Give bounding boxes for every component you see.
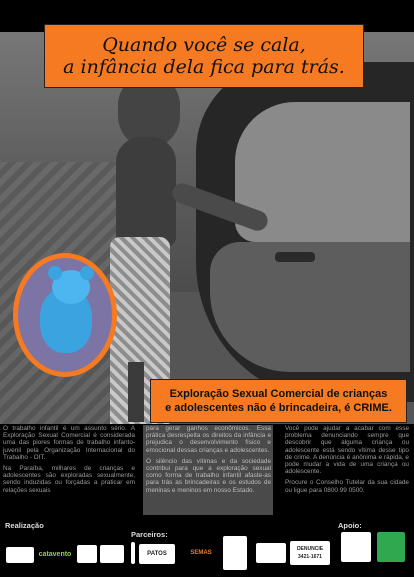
denuncie-number: 3421-1671: [298, 554, 322, 560]
caption-banner: [150, 379, 407, 423]
apoio-logo: [341, 532, 371, 562]
text-column-3: [285, 425, 409, 515]
child-leg-shape: [128, 362, 144, 422]
caption-line-2: e adolescentes não é brincadeira, é CRIME.: [165, 402, 392, 414]
col2-paragraph-1: para gerar ganhos econômicos. Essa prática desrespeita os direitos da infância e prejudica o desenvolvimento físico e emocional dessas crianças e adolescentes.: [146, 425, 271, 454]
catavento-logo: catavento: [37, 543, 73, 565]
apoio-label: Apoio:: [338, 521, 362, 530]
footer-logos: [0, 515, 414, 577]
title-banner: [44, 24, 364, 88]
text-column-2: [146, 425, 271, 515]
child-body-shape: [116, 137, 176, 247]
divider-mark: [131, 542, 135, 564]
teddy-bear-photo: [18, 258, 112, 372]
semas-logo: SEMAS: [183, 542, 219, 564]
apoio-logo-green: [377, 532, 405, 562]
title-line-2: a infância dela fica para trás.: [63, 56, 345, 78]
teddy-bear-ear: [80, 266, 94, 280]
denuncie-label: DENUNCIE: [296, 546, 324, 552]
partner-logo: [6, 547, 34, 563]
teddy-bear-inset: [13, 253, 117, 377]
body-text-area: [3, 425, 411, 515]
teddy-bear-ear: [48, 266, 62, 280]
col3-paragraph-1: Você pode ajudar a acabar com esse problema denunciando sempre que descobrir que alguma criança ou adolescente está sendo vítima desse tipo de crime. A denúncia é anônima e rápida, e pode mudar a vida de uma criança ou adolescente.: [285, 425, 409, 476]
caption-line-1: Exploração Sexual Comercial de crianças: [169, 388, 388, 400]
patos-logo: PATOS: [139, 544, 175, 564]
partner-logo: [256, 543, 286, 563]
title-line-1: Quando você se cala,: [102, 34, 306, 56]
col2-paragraph-2: O silêncio das vítimas e da sociedade contribui para que a exploração sexual como forma de trabalho infantil afaste-as para trás as brincadeiras e os estudos de meninas e meninos em nosso Estado.: [146, 457, 271, 494]
realizacao-label: Realização: [5, 521, 44, 530]
denuncie-logo: [290, 541, 330, 565]
partner-logo: [223, 536, 247, 570]
text-column-1: [3, 425, 135, 515]
parceiros-label: Parceiros:: [131, 530, 168, 539]
col1-paragraph-1: O trabalho infantil é um assunto sério. A Exploração Sexual Comercial é considerada uma das piores formas de trabalho infanto-juvenil pela Organização Internacional do Trabalho - OIT.: [3, 425, 135, 461]
car-handle-shape: [275, 252, 315, 262]
col1-paragraph-2: Na Paraíba, milhares de crianças e adolescentes são exploradas sexualmente, sendo induzidas ou forçadas a praticar em relações sexuais: [3, 465, 135, 494]
partner-logo: [77, 545, 97, 563]
col3-paragraph-2: Procure o Conselho Tutelar da sua cidade ou ligue para 0800 99 0500.: [285, 479, 409, 494]
partner-logo: [100, 545, 124, 563]
